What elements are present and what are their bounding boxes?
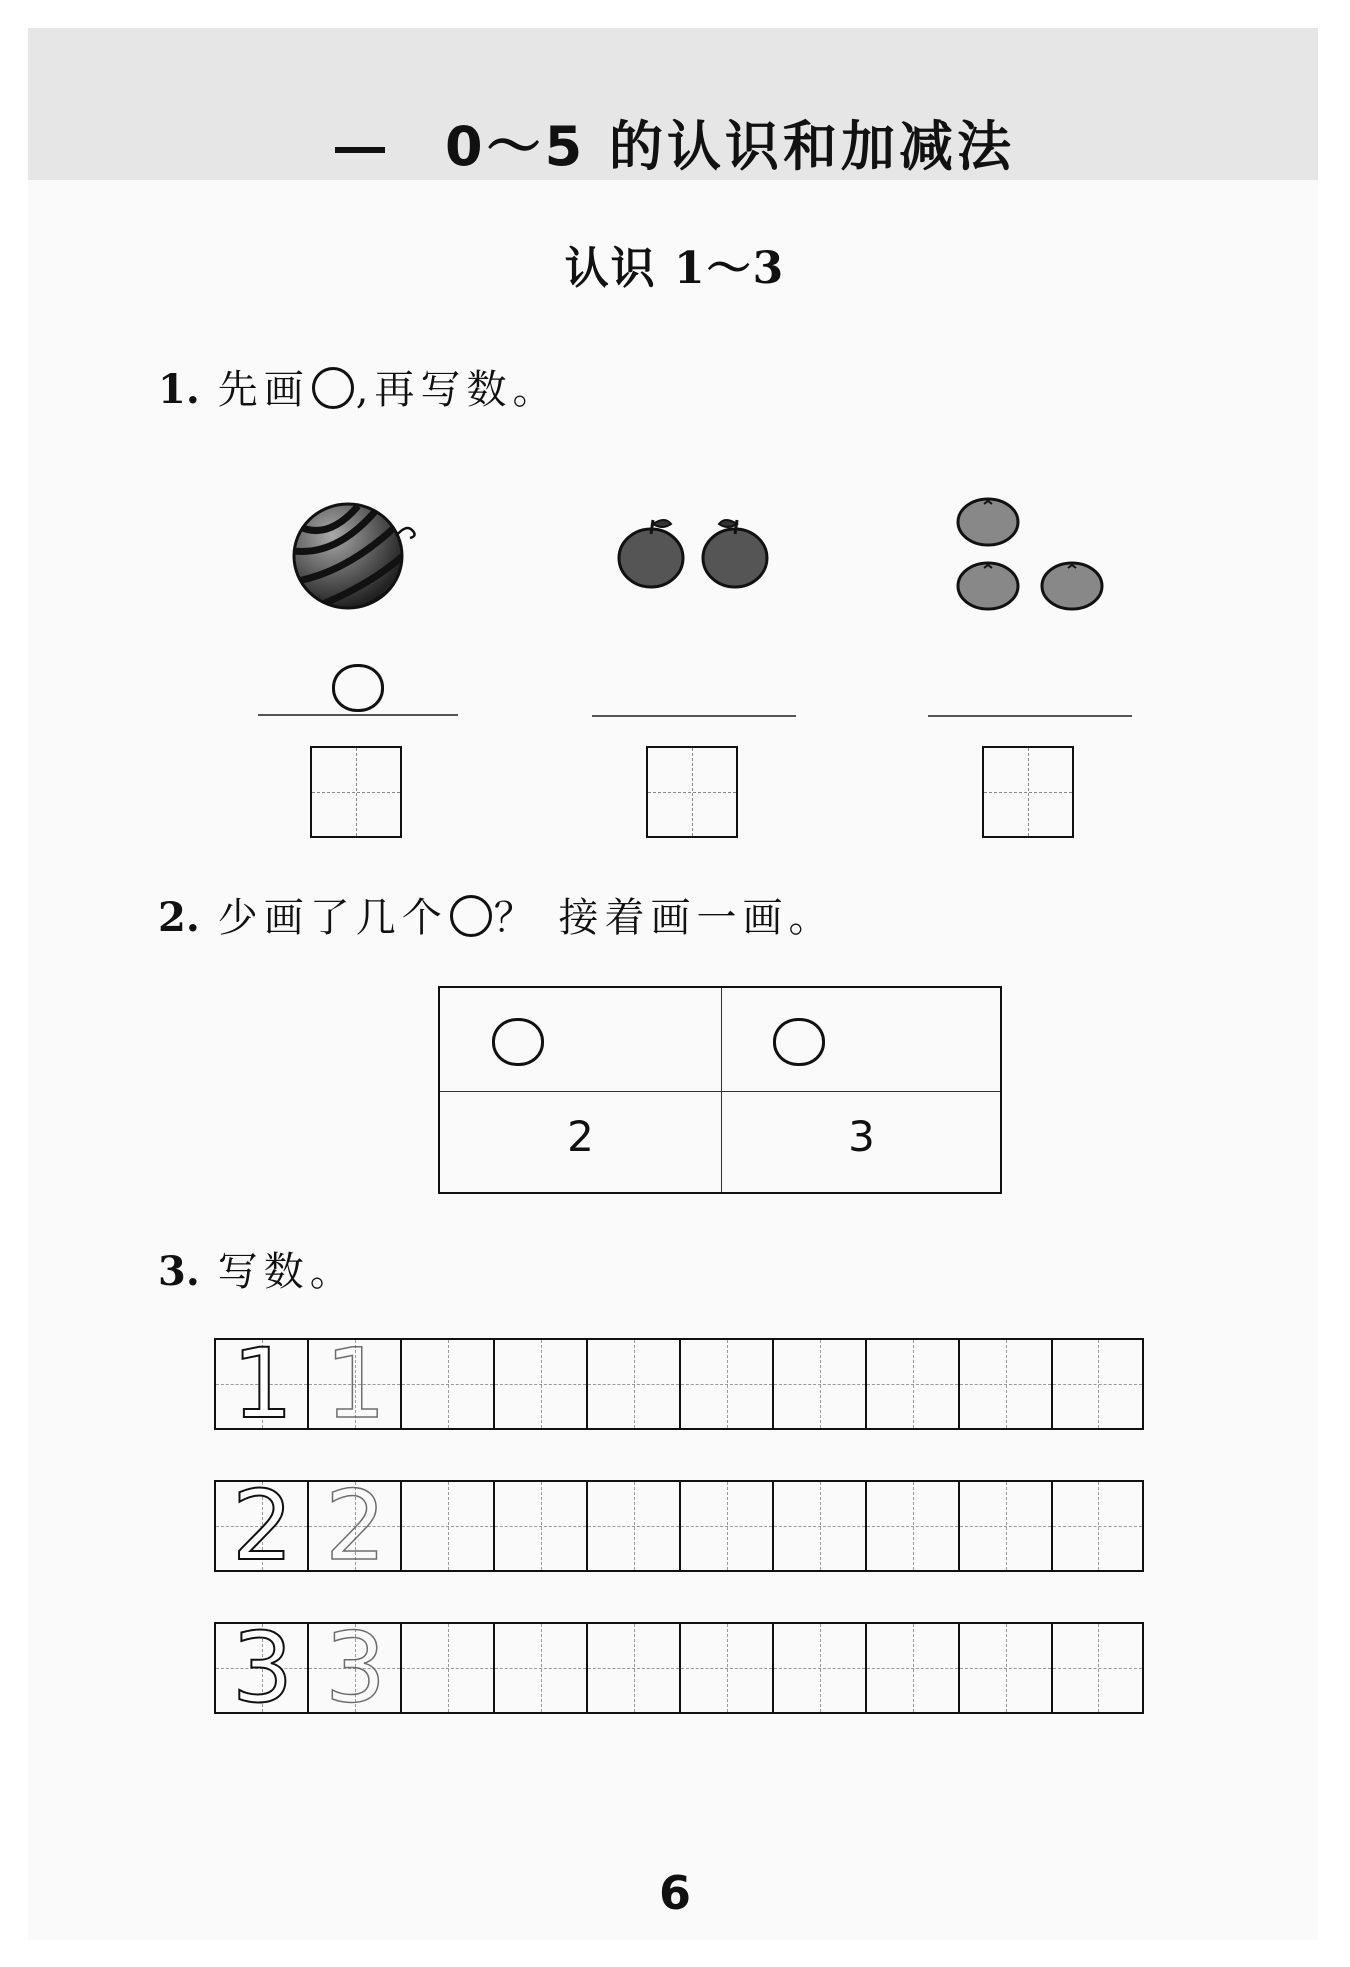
question-2-prompt <box>158 886 834 943</box>
grid-cell[interactable] <box>867 1624 960 1712</box>
grid-cell[interactable] <box>774 1482 867 1570</box>
question-1-prompt <box>158 358 558 415</box>
question-3-prompt <box>158 1240 356 1297</box>
question-text-a: 少画了几个 <box>217 895 448 941</box>
trace-digit: 3 <box>324 1612 387 1724</box>
grid-cell[interactable] <box>402 1340 495 1428</box>
question-text-b: ,再写数。 <box>355 367 559 413</box>
grid-cell[interactable] <box>867 1482 960 1570</box>
grid-cell[interactable] <box>1053 1624 1142 1712</box>
orange-icon <box>954 560 1022 612</box>
chapter-title <box>0 104 1350 181</box>
grid-cell[interactable] <box>1053 1340 1142 1428</box>
grid-cell[interactable] <box>681 1340 774 1428</box>
lesson-title: 认识 1～3 <box>564 243 786 294</box>
sample-drawn-circle <box>332 664 384 712</box>
grid-cell[interactable] <box>402 1624 495 1712</box>
chapter-title-text: 0～5 的认识和加减法 <box>445 115 1015 178</box>
chapter-index-dash <box>335 147 385 153</box>
apple-icon <box>699 514 771 590</box>
grid-cell[interactable] <box>309 1612 402 1724</box>
grid-cell[interactable] <box>309 1328 402 1440</box>
question-text: 写数。 <box>217 1249 356 1295</box>
grid-cell[interactable] <box>216 1612 309 1724</box>
grid-cell[interactable] <box>402 1482 495 1570</box>
trace-digit: 2 <box>324 1470 387 1582</box>
table-divider <box>440 1091 1000 1092</box>
grid-cell[interactable] <box>495 1340 588 1428</box>
writing-grid-row <box>214 1328 1144 1440</box>
target-number: 3 <box>848 1112 875 1161</box>
circle-symbol-icon <box>312 367 354 409</box>
answer-line[interactable] <box>928 715 1132 717</box>
grid-cell[interactable] <box>867 1340 960 1428</box>
grid-cell[interactable] <box>216 1328 309 1440</box>
writing-grid-row <box>214 1612 1144 1724</box>
grid-cell[interactable] <box>309 1470 402 1582</box>
model-digit: 2 <box>231 1470 294 1582</box>
given-circle <box>492 1018 544 1066</box>
number-write-box[interactable] <box>310 746 402 838</box>
grid-cell[interactable] <box>681 1624 774 1712</box>
answer-line[interactable] <box>258 714 458 716</box>
number-write-box[interactable] <box>982 746 1074 838</box>
question-number: 3. <box>158 1248 200 1295</box>
number-write-box[interactable] <box>646 746 738 838</box>
writing-grid-row <box>214 1470 1144 1582</box>
grid-cell[interactable] <box>1053 1482 1142 1570</box>
grid-cell[interactable] <box>960 1624 1053 1712</box>
trace-digit: 1 <box>324 1328 387 1440</box>
page-number: 6 <box>658 1866 691 1920</box>
grid-cell[interactable] <box>960 1340 1053 1428</box>
grid-cell[interactable] <box>774 1340 867 1428</box>
grid-cell[interactable] <box>960 1482 1053 1570</box>
model-digit: 3 <box>231 1612 294 1724</box>
grid-cell[interactable] <box>495 1624 588 1712</box>
circle-symbol-icon <box>450 895 492 937</box>
grid-cell[interactable] <box>588 1624 681 1712</box>
grid-cell[interactable] <box>681 1482 774 1570</box>
grid-cell[interactable] <box>588 1340 681 1428</box>
grid-cell[interactable] <box>588 1482 681 1570</box>
grid-cell[interactable] <box>216 1470 309 1582</box>
target-number: 2 <box>567 1112 594 1161</box>
table-divider <box>721 988 722 1192</box>
circle-count-table <box>438 986 1002 1194</box>
watermelon-icon <box>288 496 428 616</box>
answer-line[interactable] <box>592 715 796 717</box>
orange-icon <box>954 496 1022 548</box>
given-circle <box>773 1018 825 1066</box>
question-text-b: ？ 接着画一画。 <box>493 895 835 941</box>
grid-cell[interactable] <box>774 1624 867 1712</box>
apple-icon <box>615 514 687 590</box>
model-digit: 1 <box>231 1328 294 1440</box>
question-number: 2. <box>158 894 200 941</box>
orange-icon <box>1038 560 1106 612</box>
grid-cell[interactable] <box>495 1482 588 1570</box>
question-text-a: 先画 <box>217 367 310 413</box>
question-number: 1. <box>158 366 200 413</box>
